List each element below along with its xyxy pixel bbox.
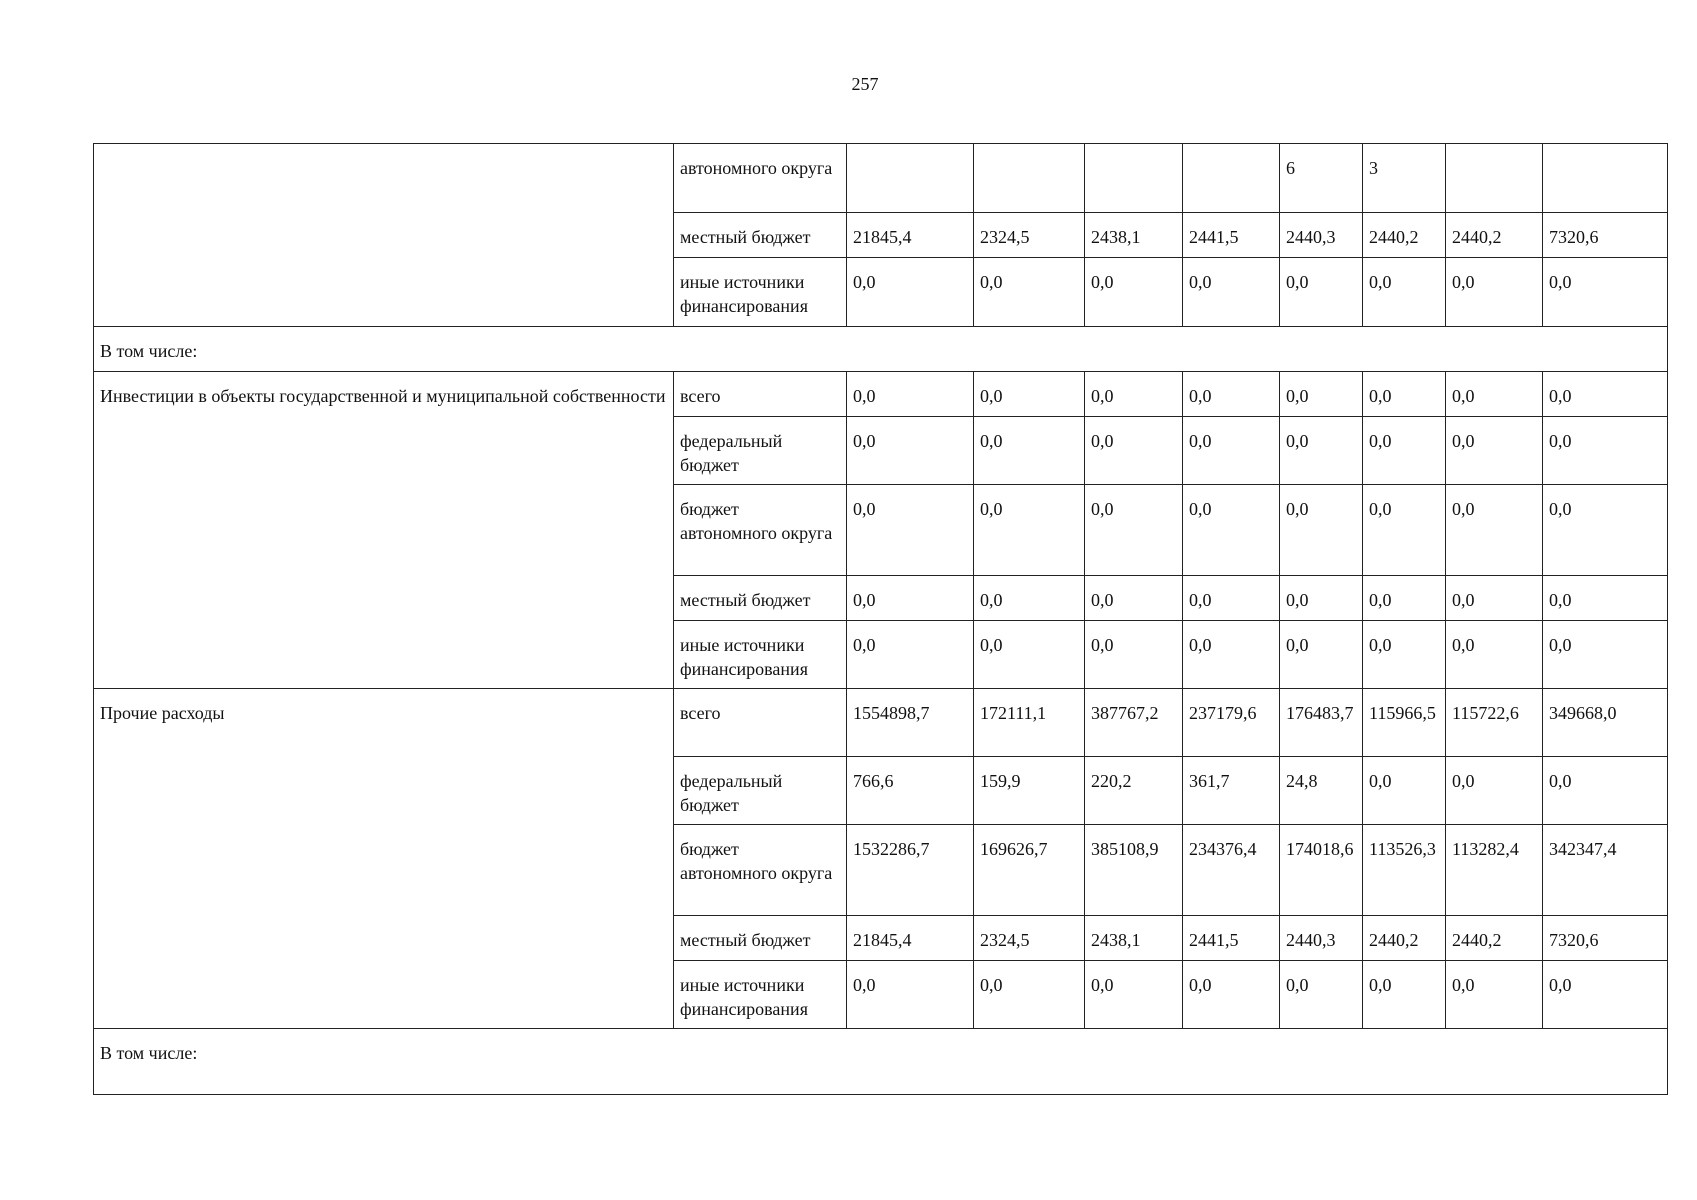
table-row [94, 144, 1668, 213]
value-cell: 0,0 [1446, 757, 1543, 825]
value-cell: 2324,5 [974, 916, 1085, 961]
value-cell: 220,2 [1085, 757, 1183, 825]
value-cell: 0,0 [1280, 961, 1363, 1029]
value-cell: 0,0 [847, 961, 974, 1029]
funding-source: иные источники финансирования [674, 961, 847, 1029]
funding-source: федеральный бюджет [674, 417, 847, 485]
value-cell: 0,0 [1280, 621, 1363, 689]
row-description: Прочие расходы [94, 689, 674, 1029]
value-cell: 0,0 [1280, 372, 1363, 417]
value-cell [847, 144, 974, 213]
value-cell: 0,0 [1085, 576, 1183, 621]
value-cell: 0,0 [1363, 757, 1446, 825]
value-cell: 2440,2 [1363, 916, 1446, 961]
value-cell: 0,0 [1446, 417, 1543, 485]
value-cell: 0,0 [1446, 961, 1543, 1029]
value-cell: 2440,3 [1280, 213, 1363, 258]
value-cell: 0,0 [1085, 485, 1183, 576]
value-cell [1446, 144, 1543, 213]
value-cell: 0,0 [1085, 417, 1183, 485]
funding-source: иные источники финансирования [674, 258, 847, 327]
value-cell: 0,0 [1085, 961, 1183, 1029]
value-cell: 6 [1280, 144, 1363, 213]
row-description: Инвестиции в объекты государственной и муниципальной собственности [94, 372, 674, 689]
value-cell: 0,0 [1446, 576, 1543, 621]
value-cell: 2440,2 [1363, 213, 1446, 258]
value-cell: 0,0 [1363, 258, 1446, 327]
value-cell: 0,0 [1085, 372, 1183, 417]
value-cell: 0,0 [847, 576, 974, 621]
value-cell: 2440,3 [1280, 916, 1363, 961]
value-cell: 0,0 [847, 417, 974, 485]
value-cell: 172111,1 [974, 689, 1085, 757]
value-cell: 7320,6 [1543, 916, 1668, 961]
value-cell: 0,0 [1543, 485, 1668, 576]
value-cell: 0,0 [1543, 372, 1668, 417]
value-cell: 0,0 [1446, 258, 1543, 327]
value-cell: 0,0 [974, 258, 1085, 327]
funding-source: иные источники финансирования [674, 621, 847, 689]
value-cell: 0,0 [1280, 485, 1363, 576]
value-cell: 113526,3 [1363, 825, 1446, 916]
value-cell: 0,0 [1183, 485, 1280, 576]
funding-source: местный бюджет [674, 576, 847, 621]
value-cell: 0,0 [1543, 417, 1668, 485]
value-cell: 2441,5 [1183, 213, 1280, 258]
value-cell: 0,0 [847, 258, 974, 327]
value-cell: 0,0 [847, 485, 974, 576]
value-cell: 0,0 [1183, 576, 1280, 621]
row-description [94, 144, 674, 327]
value-cell: 169626,7 [974, 825, 1085, 916]
funding-source: федеральный бюджет [674, 757, 847, 825]
table-row [94, 372, 1668, 417]
value-cell: 2438,1 [1085, 916, 1183, 961]
funding-source: всего [674, 689, 847, 757]
value-cell: 0,0 [1543, 757, 1668, 825]
value-cell: 0,0 [1280, 576, 1363, 621]
value-cell: 1554898,7 [847, 689, 974, 757]
funding-source: автономного округа [674, 144, 847, 213]
value-cell [974, 144, 1085, 213]
value-cell: 3 [1363, 144, 1446, 213]
section-label: В том числе: [94, 1029, 1668, 1095]
value-cell: 0,0 [1446, 372, 1543, 417]
value-cell [1085, 144, 1183, 213]
value-cell: 2441,5 [1183, 916, 1280, 961]
value-cell: 0,0 [974, 961, 1085, 1029]
value-cell: 0,0 [1363, 372, 1446, 417]
value-cell: 2440,2 [1446, 213, 1543, 258]
value-cell: 24,8 [1280, 757, 1363, 825]
value-cell [1543, 144, 1668, 213]
value-cell: 0,0 [1183, 961, 1280, 1029]
value-cell: 2440,2 [1446, 916, 1543, 961]
value-cell: 0,0 [1363, 485, 1446, 576]
page-number: 257 [851, 74, 879, 94]
value-cell: 361,7 [1183, 757, 1280, 825]
value-cell: 0,0 [974, 621, 1085, 689]
value-cell: 0,0 [847, 621, 974, 689]
value-cell: 0,0 [1280, 417, 1363, 485]
value-cell: 0,0 [1543, 258, 1668, 327]
funding-source: всего [674, 372, 847, 417]
value-cell: 0,0 [1085, 621, 1183, 689]
value-cell: 0,0 [1183, 417, 1280, 485]
value-cell: 0,0 [1280, 258, 1363, 327]
section-label: В том числе: [94, 327, 1668, 372]
value-cell: 0,0 [847, 372, 974, 417]
value-cell: 342347,4 [1543, 825, 1668, 916]
value-cell: 0,0 [1183, 621, 1280, 689]
budget-table [93, 143, 1668, 1095]
value-cell: 113282,4 [1446, 825, 1543, 916]
value-cell: 766,6 [847, 757, 974, 825]
value-cell: 2438,1 [1085, 213, 1183, 258]
value-cell: 0,0 [1363, 621, 1446, 689]
value-cell: 115966,5 [1363, 689, 1446, 757]
value-cell: 234376,4 [1183, 825, 1280, 916]
value-cell: 0,0 [1446, 485, 1543, 576]
value-cell: 0,0 [1183, 258, 1280, 327]
value-cell: 0,0 [1085, 258, 1183, 327]
value-cell: 0,0 [1543, 621, 1668, 689]
table-row [94, 689, 1668, 757]
funding-source: местный бюджет [674, 916, 847, 961]
value-cell: 385108,9 [1085, 825, 1183, 916]
value-cell: 1532286,7 [847, 825, 974, 916]
value-cell: 0,0 [1363, 576, 1446, 621]
value-cell: 2324,5 [974, 213, 1085, 258]
value-cell: 387767,2 [1085, 689, 1183, 757]
value-cell: 0,0 [1446, 621, 1543, 689]
funding-source: бюджет автономного округа [674, 485, 847, 576]
value-cell: 0,0 [974, 417, 1085, 485]
value-cell: 0,0 [1363, 961, 1446, 1029]
value-cell: 0,0 [1543, 576, 1668, 621]
value-cell: 159,9 [974, 757, 1085, 825]
value-cell: 7320,6 [1543, 213, 1668, 258]
value-cell: 176483,7 [1280, 689, 1363, 757]
value-cell: 174018,6 [1280, 825, 1363, 916]
value-cell: 0,0 [1363, 417, 1446, 485]
value-cell: 21845,4 [847, 916, 974, 961]
value-cell: 0,0 [974, 576, 1085, 621]
section-row [94, 327, 1668, 372]
funding-source: бюджет автономного округа [674, 825, 847, 916]
value-cell: 237179,6 [1183, 689, 1280, 757]
value-cell: 0,0 [974, 372, 1085, 417]
value-cell: 0,0 [974, 485, 1085, 576]
value-cell: 21845,4 [847, 213, 974, 258]
value-cell: 0,0 [1183, 372, 1280, 417]
value-cell: 349668,0 [1543, 689, 1668, 757]
value-cell [1183, 144, 1280, 213]
funding-source: местный бюджет [674, 213, 847, 258]
section-row [94, 1029, 1668, 1095]
value-cell: 115722,6 [1446, 689, 1543, 757]
value-cell: 0,0 [1543, 961, 1668, 1029]
